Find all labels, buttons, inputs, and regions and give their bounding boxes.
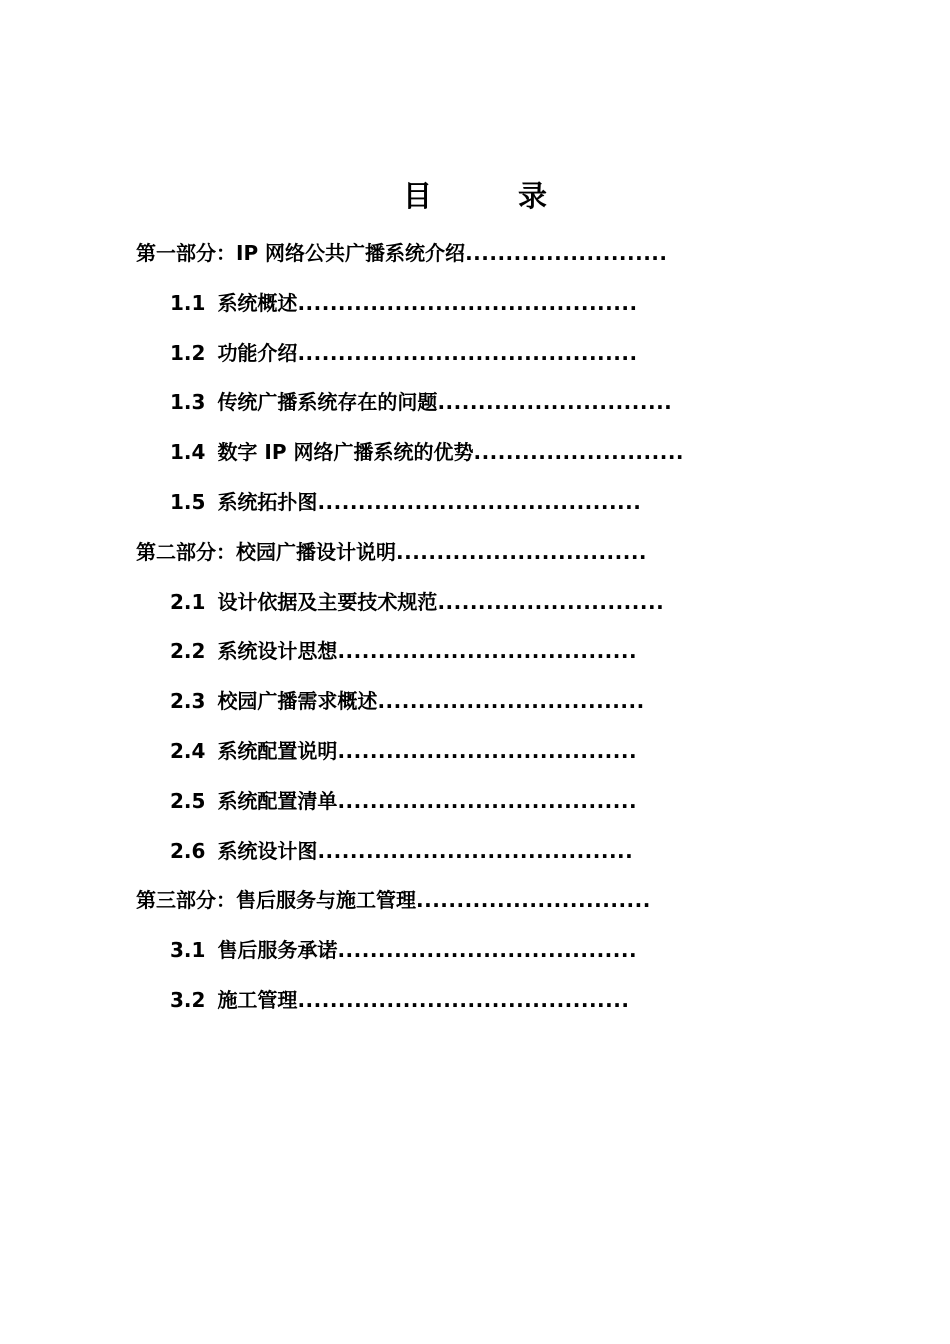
table-of-contents xyxy=(0,233,950,1030)
toc-dot-leader: ......................... xyxy=(465,241,668,265)
toc-part-entry[interactable] xyxy=(0,233,950,283)
toc-section-number: 1.2 xyxy=(170,340,206,365)
toc-entry-title: 传统广播系统存在的问题 xyxy=(217,390,438,415)
toc-section-number: 1.3 xyxy=(170,390,206,415)
toc-part-entry[interactable] xyxy=(0,880,950,930)
toc-section-number: 3.2 xyxy=(170,987,206,1012)
toc-section-entry[interactable] xyxy=(0,681,950,731)
toc-dot-leader: ............................... xyxy=(396,539,648,564)
toc-entry-title: 第三部分：售后服务与施工管理 xyxy=(136,888,416,913)
toc-section-number: 2.2 xyxy=(170,639,206,664)
toc-dot-leader: ........................................ xyxy=(317,489,642,514)
toc-section-number: 2.3 xyxy=(170,689,206,714)
toc-section-number: 1.5 xyxy=(170,489,206,514)
toc-section-entry[interactable] xyxy=(0,731,950,781)
toc-section-number: 2.1 xyxy=(170,589,206,614)
toc-section-entry[interactable] xyxy=(0,482,950,532)
toc-section-number: 2.4 xyxy=(170,738,206,763)
toc-part-entry[interactable] xyxy=(0,532,950,582)
toc-entry-title: 售后服务承诺 xyxy=(217,938,338,963)
toc-section-entry[interactable] xyxy=(0,582,950,632)
toc-section-entry[interactable] xyxy=(0,781,950,831)
toc-section-entry[interactable] xyxy=(0,333,950,383)
toc-dot-leader: ..................................... xyxy=(337,788,638,813)
toc-entry-title: 施工管理 xyxy=(217,987,298,1012)
toc-section-entry[interactable] xyxy=(0,382,950,432)
toc-title: 目 录 xyxy=(402,179,586,213)
toc-section-number: 1.4 xyxy=(170,440,206,465)
toc-section-entry[interactable] xyxy=(0,283,950,333)
toc-dot-leader: .......................................... xyxy=(297,290,638,315)
toc-entry-title: 系统配置清单 xyxy=(217,788,338,813)
toc-entry-title: 第一部分：IP 网络公共广播系统介绍 xyxy=(136,241,466,265)
toc-entry-title: 系统概述 xyxy=(217,290,298,315)
toc-entry-title: 系统设计图 xyxy=(217,838,318,863)
toc-dot-leader: ................................. xyxy=(377,689,645,714)
toc-section-number: 2.5 xyxy=(170,788,206,813)
toc-section-number: 3.1 xyxy=(170,938,206,963)
toc-section-number: 1.1 xyxy=(170,290,206,315)
toc-dot-leader: .......................... xyxy=(473,440,685,465)
toc-section-entry[interactable] xyxy=(0,831,950,881)
toc-dot-leader: ............................. xyxy=(437,390,673,415)
toc-entry-title: 系统拓扑图 xyxy=(217,489,318,514)
toc-dot-leader: ....................................... xyxy=(317,838,634,863)
toc-entry-title: 第二部分：校园广播设计说明 xyxy=(136,539,396,564)
toc-entry-title: 数字 IP 网络广播系统的优势 xyxy=(217,440,474,465)
toc-dot-leader: ..................................... xyxy=(337,639,638,664)
toc-dot-leader: ............................ xyxy=(437,589,665,614)
toc-entry-title: 系统配置说明 xyxy=(217,738,338,763)
toc-entry-title: 系统设计思想 xyxy=(217,639,338,664)
toc-section-number: 2.6 xyxy=(170,838,206,863)
toc-dot-leader: ......................................... xyxy=(297,987,630,1012)
toc-dot-leader: .......................................... xyxy=(297,340,638,365)
toc-dot-leader: ..................................... xyxy=(337,938,638,963)
toc-dot-leader: ............................. xyxy=(416,888,651,913)
toc-dot-leader: ..................................... xyxy=(337,738,638,763)
toc-entry-title: 设计依据及主要技术规范 xyxy=(217,589,438,614)
toc-section-entry[interactable] xyxy=(0,980,950,1030)
toc-section-entry[interactable] xyxy=(0,930,950,980)
toc-entry-title: 功能介绍 xyxy=(217,340,298,365)
toc-section-entry[interactable] xyxy=(0,432,950,482)
toc-entry-title: 校园广播需求概述 xyxy=(217,689,378,714)
toc-section-entry[interactable] xyxy=(0,631,950,681)
